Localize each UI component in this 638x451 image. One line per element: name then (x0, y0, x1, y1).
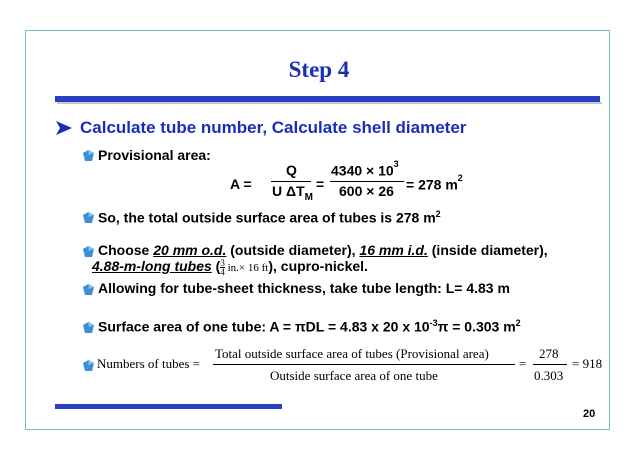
eq1-den1: U $\Delta T_M$ (272, 183, 313, 203)
eq1-frac-line2 (330, 181, 404, 182)
eq1-eq: = (316, 176, 325, 192)
eq1-den2: 600 × 26 (339, 183, 394, 199)
section-heading: Calculate tube number, Calculate shell diameter (80, 118, 467, 137)
tube-length-text: Allowing for tube-sheet thickness, take tube length: L= 4.83 m (98, 280, 510, 296)
eq2-frac-line1 (213, 364, 515, 365)
bullet-icon (83, 212, 94, 223)
eq2-den2: 0.303 (534, 368, 564, 383)
page-number: 20 (583, 408, 596, 420)
eq2-den: Outside surface area of one tube (270, 368, 438, 383)
bullet-icon (83, 150, 94, 161)
bullet-icon (83, 360, 94, 371)
eq1-result: = 278 $m^2$ (406, 173, 463, 193)
eq1-frac-line1 (271, 181, 311, 182)
tube-choice-line2: 4.88-m-long tubes ( $\frac{3}{4}$ in.× 16 ft), cupro-nickel. (92, 257, 368, 277)
slide-title: Step 4 (288, 57, 350, 82)
footer-rule (55, 404, 282, 409)
bullet-icon (83, 284, 94, 295)
arrow-bullet-icon (56, 121, 72, 135)
total-area-text: So, the total outside surface area of tubes is 278 $m^2$ (98, 209, 441, 226)
eq2-lhs: Numbers of tubes = (97, 356, 201, 371)
eq2-num: Total outside surface area of tubes (Provisional area) (215, 346, 489, 361)
tube-choice-line1: Choose 20 mm o.d. (outside diameter), 16 mm i.d. (inside diameter), (98, 242, 548, 258)
eq2-frac-line2 (533, 364, 567, 365)
eq1-num2: $4340 \times 10^3$ (331, 159, 399, 179)
one-tube-area-text: Surface area of one tube: A = πDL = 4.83 x 20 x $10^{-3}\pi = 0.303$ $m^2$ (98, 318, 521, 335)
bullet-icon (83, 246, 94, 257)
eq1-lhs: A = (230, 176, 252, 192)
eq1-num1: Q (286, 162, 297, 178)
eq2-num2: 278 (539, 346, 559, 361)
title-rule-shadow (57, 102, 602, 104)
provisional-area-label: Provisional area: (98, 147, 211, 163)
bullet-icon (83, 322, 94, 333)
eq2-result: = 918 (572, 356, 603, 371)
eq2-eq: = (519, 356, 527, 371)
